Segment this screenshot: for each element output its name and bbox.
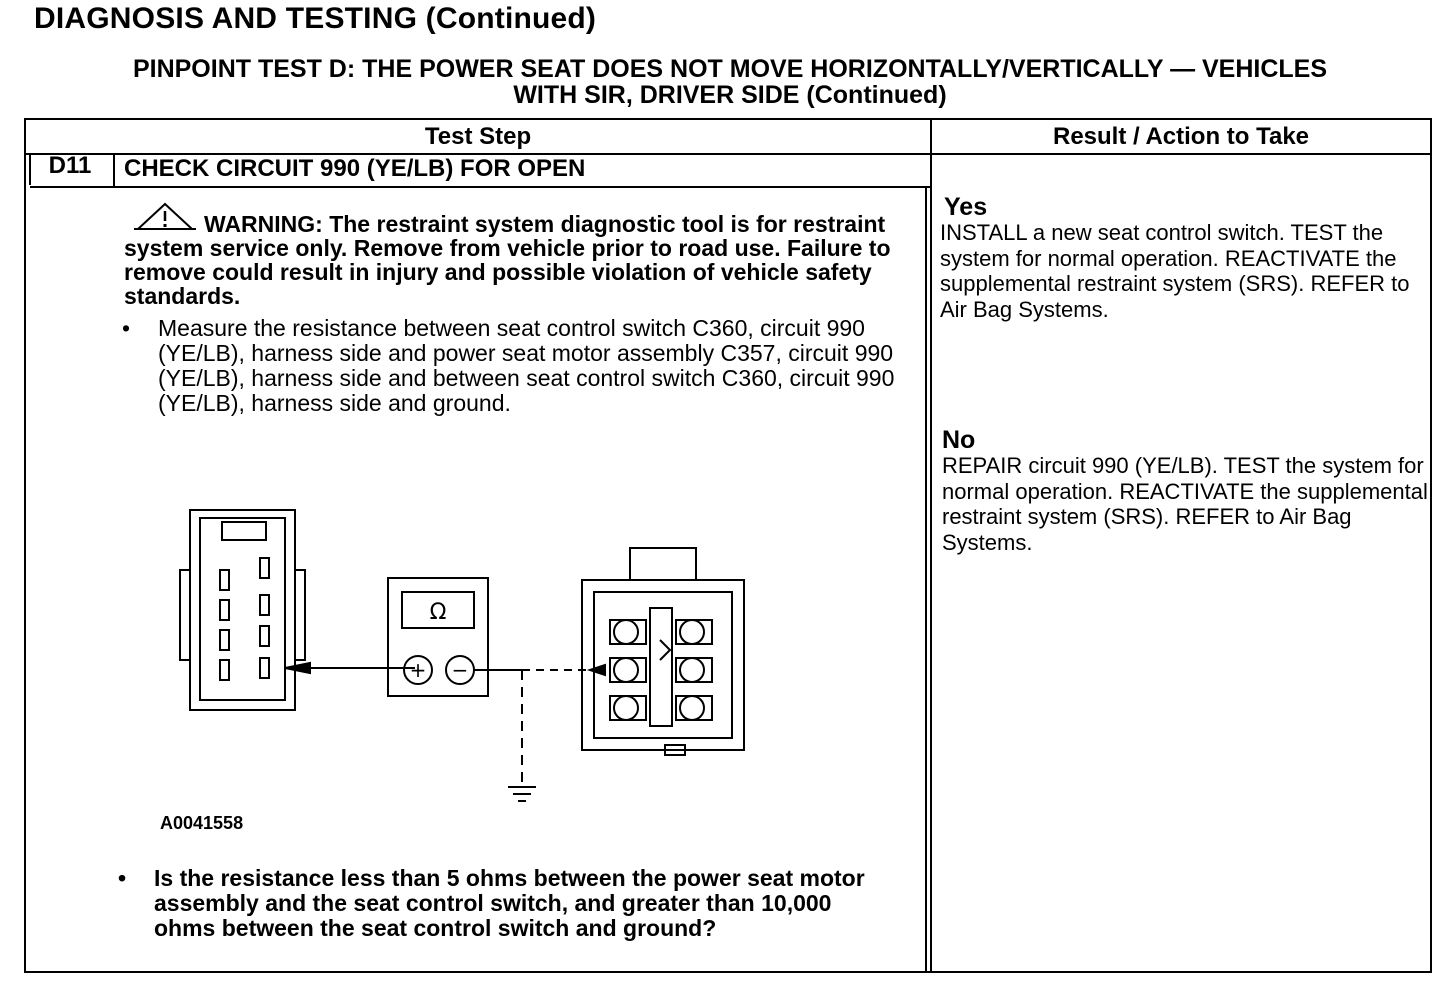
bullet-measure-text: Measure the resistance between seat control switch C360, circuit 990 (YE/LB), harness side and power seat motor assembly C357, circuit 990 (YE/LB), harness side and between seat control switch C360, circuit 990 (YE/LB), harness side and ground. — [158, 315, 895, 416]
ohmmeter — [388, 578, 488, 696]
seat-control-switch-connector — [180, 510, 305, 710]
page-title: DIAGNOSIS AND TESTING (Continued) — [34, 2, 597, 35]
warning-body: WARNING: The restraint system diagnostic tool is for restraint system service only. Remove from vehicle prior to road use. Failure to remove could result in injury and possible violation of vehicle safety standards. — [124, 211, 891, 309]
result-no-text: REPAIR circuit 990 (YE/LB). TEST the system for normal operation. REACTIVATE the supplemental restraint system (SRS). REFER to Air Bag Systems. — [942, 453, 1428, 555]
plus-terminal-symbol: + — [409, 658, 427, 682]
bullet-glyph: • — [122, 315, 131, 341]
column-header-test-step: Test Step — [424, 123, 532, 150]
result-no-label: No — [942, 426, 976, 454]
subtitle-line-2: WITH SIR, DRIVER SIDE (Continued) — [513, 81, 947, 109]
step-id: D11 — [48, 152, 92, 179]
ohm-symbol: Ω — [429, 600, 447, 625]
power-seat-motor-connector — [582, 548, 744, 755]
minus-terminal-symbol: − — [451, 658, 469, 682]
column-header-result: Result / Action to Take — [1052, 123, 1310, 150]
bullet-glyph: • — [118, 865, 127, 891]
bullet-measure — [122, 316, 902, 446]
result-yes-label: Yes — [944, 193, 988, 221]
bullet-question-text: Is the resistance less than 5 ohms between the power seat motor assembly and the seat control switch, and greater than 10,000 ohms between the seat control switch and ground? — [154, 865, 865, 941]
step-title: CHECK CIRCUIT 990 (YE/LB) FOR OPEN — [124, 155, 586, 182]
warning-text — [124, 212, 904, 308]
subtitle-line-1: PINPOINT TEST D: THE POWER SEAT DOES NOT MOVE HORIZONTALLY/VERTICALLY — VEHICLES — [132, 55, 1328, 83]
result-yes-text: INSTALL a new seat control switch. TEST the system for normal operation. REACTIVATE the supplemental restraint system (SRS). REFER to Air Bag Systems. — [940, 220, 1410, 322]
wiring-diagram — [160, 500, 760, 810]
bullet-question — [118, 866, 898, 976]
figure-id: A0041558 — [160, 813, 244, 833]
